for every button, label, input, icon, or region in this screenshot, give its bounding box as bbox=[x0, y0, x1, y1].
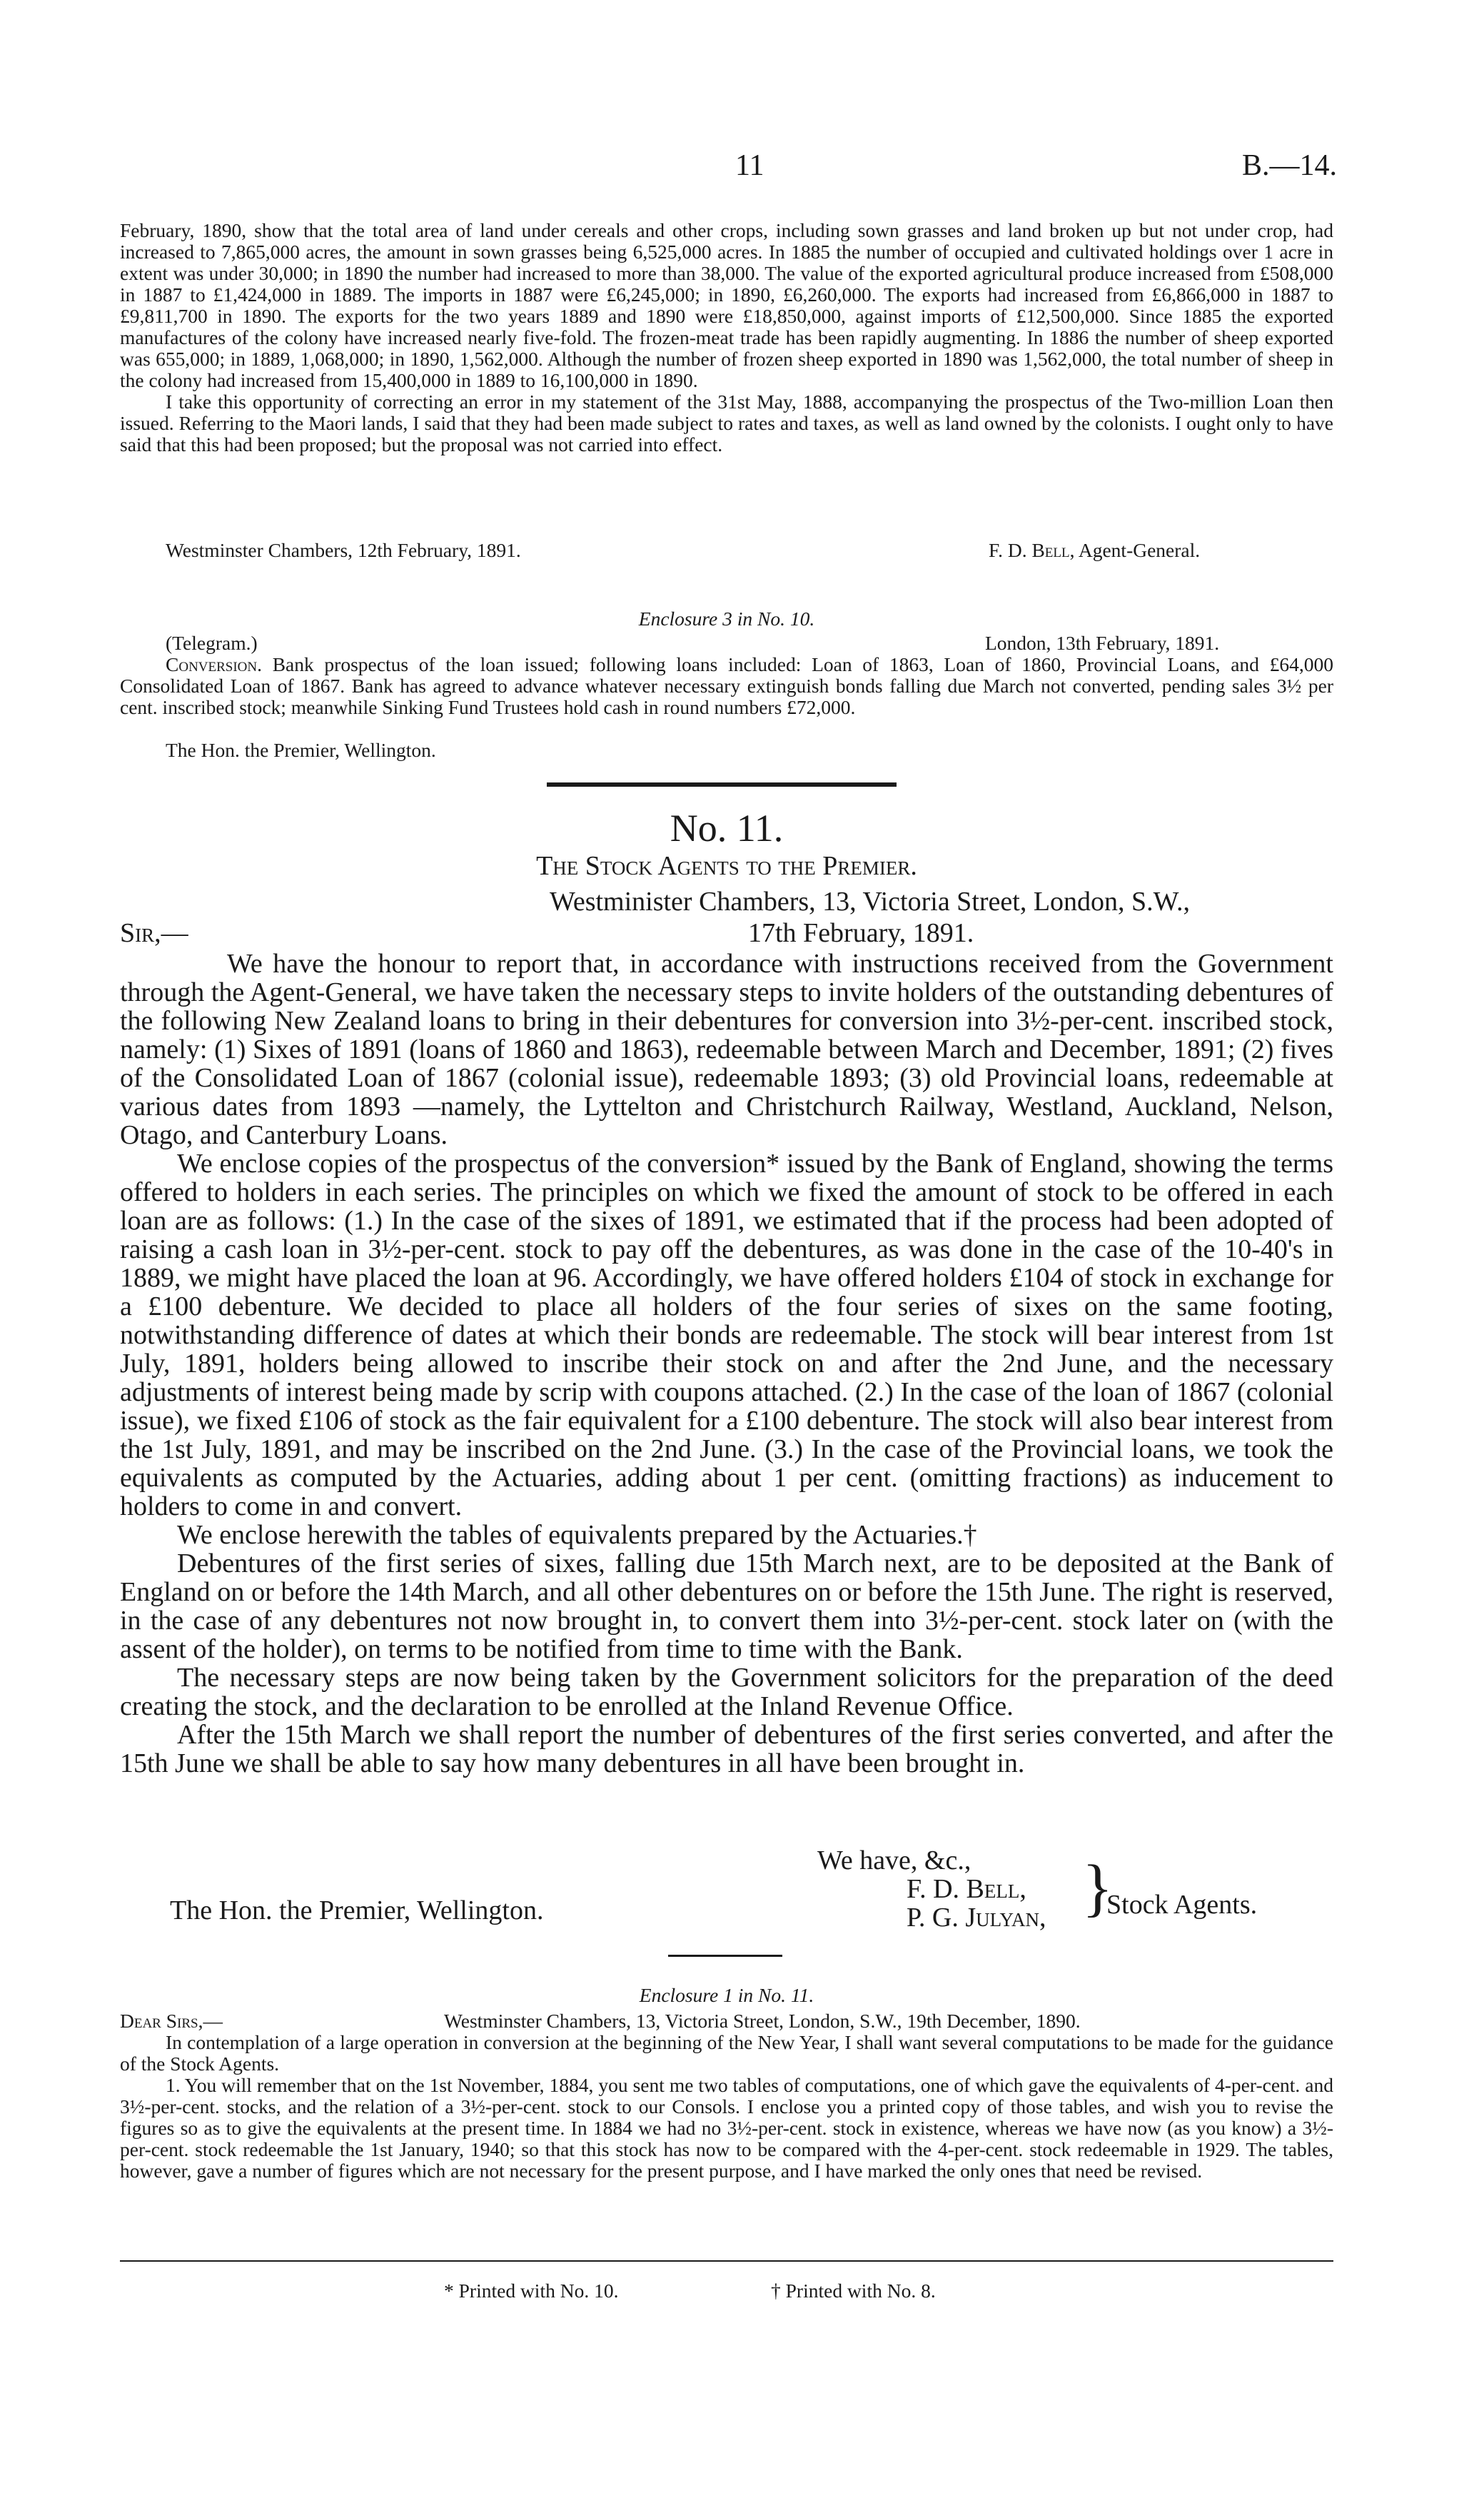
letter-addressee: The Hon. the Premier, Wellington. bbox=[170, 1895, 544, 1925]
signers-title: Stock Agents. bbox=[1106, 1890, 1258, 1920]
telegram-text: Bank prospectus of the loan issued; following loans included: Loan of 1863, Loan of 1860, Provincial Loans, and £64,000 Consolidated Loan of 1867. Bank has agreed to advance whatever necessary extinguish bonds falling due March not converted, pending sales 3½ per cent. inscribed stock; meanwhile Sinking Fund Trustees hold cash in round numbers £72,000. bbox=[120, 653, 1333, 718]
short-divider bbox=[668, 1955, 782, 1957]
enclosure-place-date: Westminster Chambers, 13, Victoria Street, London, S.W., 19th December, 1890. bbox=[444, 2010, 1081, 2032]
signature-name: F. D. Bell, bbox=[989, 539, 1075, 561]
paragraph-prospectus: We enclose copies of the prospectus of the conversion* issued by the Bank of England, showing the terms offered to holders in each series. The principles on which we fixed the amount of stock to be offered in each loan are as follows: (1.) In the case of the sixes of 1891, we estimated that if the process had been adopted of raising a cash loan in 3½-per-cent. stock to pay off the debentures, as was done in the case of the 10-40's in 1889, we might have placed the loan at 96. Accordingly, we have offered holders £104 of stock in exchange for a £100 debenture. We decided to place all holders of the four series of sixes on the same footing, notwithstanding difference of dates at which their bonds are redeemable. The stock will bear interest from 1st July, 1891, holders being allowed to inscribe their stock on and after the 2nd June, and the necessary adjustments of interest being made by scrip with coupons attached. (2.) In the case of the loan of 1867 (colonial issue), we fixed £106 of stock as the fair equivalent for a £100 debenture. The stock will also bear interest from the 1st July, 1891, and may be inscribed on the 2nd June. (3.) In the case of the Provincial loans, we took the equivalents as computed by the Actuaries, adding about 1 per cent. (omitting fractions) as inducement to holders to come in and convert. bbox=[120, 1149, 1333, 1521]
enclosure-1-title: Enclosure 1 in No. 11. bbox=[639, 1984, 814, 2006]
paragraph-agricultural-statistics: February, 1890, show that the total area of land under cereals and other crops, including sown grasses and land broken up but not under crop, had increased to 7,865,000 acres, the amount in sown grasses being 6,525,000 acres. In 1885 the number of occupied and cultivated holdings over 1 acre in extent was under 30,000; in 1890 the number had increased to more than 38,000. The value of the exported agricultural produce increased from £508,000 in 1887 to £1,424,000 in 1889. The imports in 1887 were £6,245,000; in 1890, £6,260,000. The exports had increased from £6,866,000 in 1887 to £9,811,700 in 1890. The exports for the two years 1889 and 1890 were £18,850,000, against imports of £12,500,000. Since 1885 the exported manufactures of the colony have increased nearly five-fold. The frozen-meat trade has been rapidly augmenting. In 1886 the number of sheep exported was 655,000; in 1889, 1,068,000; in 1890, 1,562,000. Although the number of frozen sheep exported in 1890 was 1,562,000, the total number of sheep in the colony had increased from 15,400,000 in 1889 to 16,100,000 in 1890. bbox=[120, 219, 1333, 391]
letter-salutation: Sir,— bbox=[120, 918, 188, 948]
signature bbox=[989, 540, 1200, 561]
page-number: 11 bbox=[735, 149, 764, 182]
signature-title: Agent-General. bbox=[1078, 539, 1201, 561]
telegram-lead: Conversion. bbox=[166, 653, 262, 675]
letter-subtitle: The Stock Agents to the Premier. bbox=[536, 851, 917, 881]
enclosure-salutation: Dear Sirs,— bbox=[120, 2010, 223, 2032]
paragraph-correction: I take this opportunity of correcting an error in my statement of the 31st May, 1888, accompanying the prospectus of the Two-million Loan then issued. Referring to the Maori lands, I said that they had been made subject to rates and taxes, as well as land owned by the colonists. I ought only to have said that this had been proposed; but the proposal was not carried into effect. bbox=[120, 391, 1333, 455]
telegram-label: (Telegram.) bbox=[166, 632, 258, 654]
letter-number-title: No. 11. bbox=[670, 807, 784, 850]
paragraph-solicitors: The necessary steps are now being taken by the Government solicitors for the preparation of the deed creating the stock, and the declaration to be enrolled at the Inland Revenue Office. bbox=[120, 1663, 1333, 1721]
telegram-date: London, 13th February, 1891. bbox=[985, 632, 1220, 654]
signers-brace: } bbox=[1082, 1853, 1114, 1923]
telegram-addressee: The Hon. the Premier, Wellington. bbox=[166, 739, 436, 761]
letter-date: 17th February, 1891. bbox=[748, 918, 974, 948]
top-section bbox=[120, 220, 1333, 455]
enclosure-body bbox=[120, 2032, 1333, 2182]
document-reference: B.—14. bbox=[1242, 149, 1338, 182]
letter-address: Westminister Chambers, 13, Victoria Street, London, S.W., bbox=[550, 887, 1191, 917]
paragraph-conversion-report: We have the honour to report that, in accordance with instructions received from the Government through the Agent-General, we have taken the necessary steps to invite holders of the outstanding debentures of the following New Zealand loans to bring in their debentures for conversion into 3½-per-cent. inscribed stock, namely: (1) Sixes of 1891 (loans of 1860 and 1863), redeemable between March and December, 1891; (2) fives of the Consolidated Loan of 1867 (colonial issue), redeemable 1893; (3) old Provincial loans, redeemable at various dates from 1893 —namely, the Lyttelton and Christchurch Railway, Westland, Auckland, Nelson, Otago, and Canterbury Loans. bbox=[120, 949, 1333, 1150]
signer-julyan: P. G. Julyan, bbox=[907, 1903, 1046, 1933]
paragraph-report-later: After the 15th March we shall report the number of debentures of the first series converted, and after the 15th June we shall be able to say how many debentures in all have been brought in. bbox=[120, 1720, 1333, 1778]
footnote-1: * Printed with No. 10. bbox=[444, 2280, 619, 2302]
paragraph-tables-revision: 1. You will remember that on the 1st November, 1884, you sent me two tables of computations, one of which gave the equivalents of 4-per-cent. and 3½-per-cent. stocks, and the relation of a 3½-per-cent. stock to our Consols. I enclose you a printed copy of those tables, and wish you to revise the figures so as to give the equivalents at the present time. In 1884 we had no 3½-per-cent. stock in existence, whereas we have now (as you know) a 3½-per-cent. stock redeemable the 1st January, 1940; so that this stock has now to be compared with the 4-per-cent. stock redeemable in 1929. The tables, however, gave a number of figures which are not necessary for the present purpose, and I have marked the only ones that need be revised. bbox=[120, 2074, 1333, 2182]
paragraph-computations: In contemplation of a large operation in conversion at the beginning of the New Year, I shall want several computations to be made for the guidance of the Stock Agents. bbox=[120, 2031, 1333, 2075]
letter-closing: We have, &c., bbox=[817, 1845, 971, 1875]
paragraph-debentures: Debentures of the first series of sixes, falling due 15th March next, are to be deposited at the Bank of England on or before the 14th March, and all other debentures on or before the 15th June. The right is reserved, in the case of any debentures not now brought in, to convert them into 3½-per-cent. stock later on (with the assent of the holder), on terms to be notified from time to time with the Bank. bbox=[120, 1548, 1333, 1664]
footnote-rule bbox=[120, 2260, 1333, 2262]
signer-bell: F. D. Bell, bbox=[907, 1874, 1026, 1904]
letter-body bbox=[120, 950, 1333, 1778]
enclosure-3-title: Enclosure 3 in No. 10. bbox=[638, 608, 815, 630]
paragraph-tables: We enclose herewith the tables of equivalents prepared by the Actuaries.† bbox=[177, 1520, 977, 1550]
section-divider bbox=[547, 782, 897, 787]
place-date: Westminster Chambers, 12th February, 1891. bbox=[166, 539, 521, 561]
footnote-2: † Printed with No. 8. bbox=[771, 2280, 936, 2302]
telegram-body bbox=[120, 654, 1333, 718]
